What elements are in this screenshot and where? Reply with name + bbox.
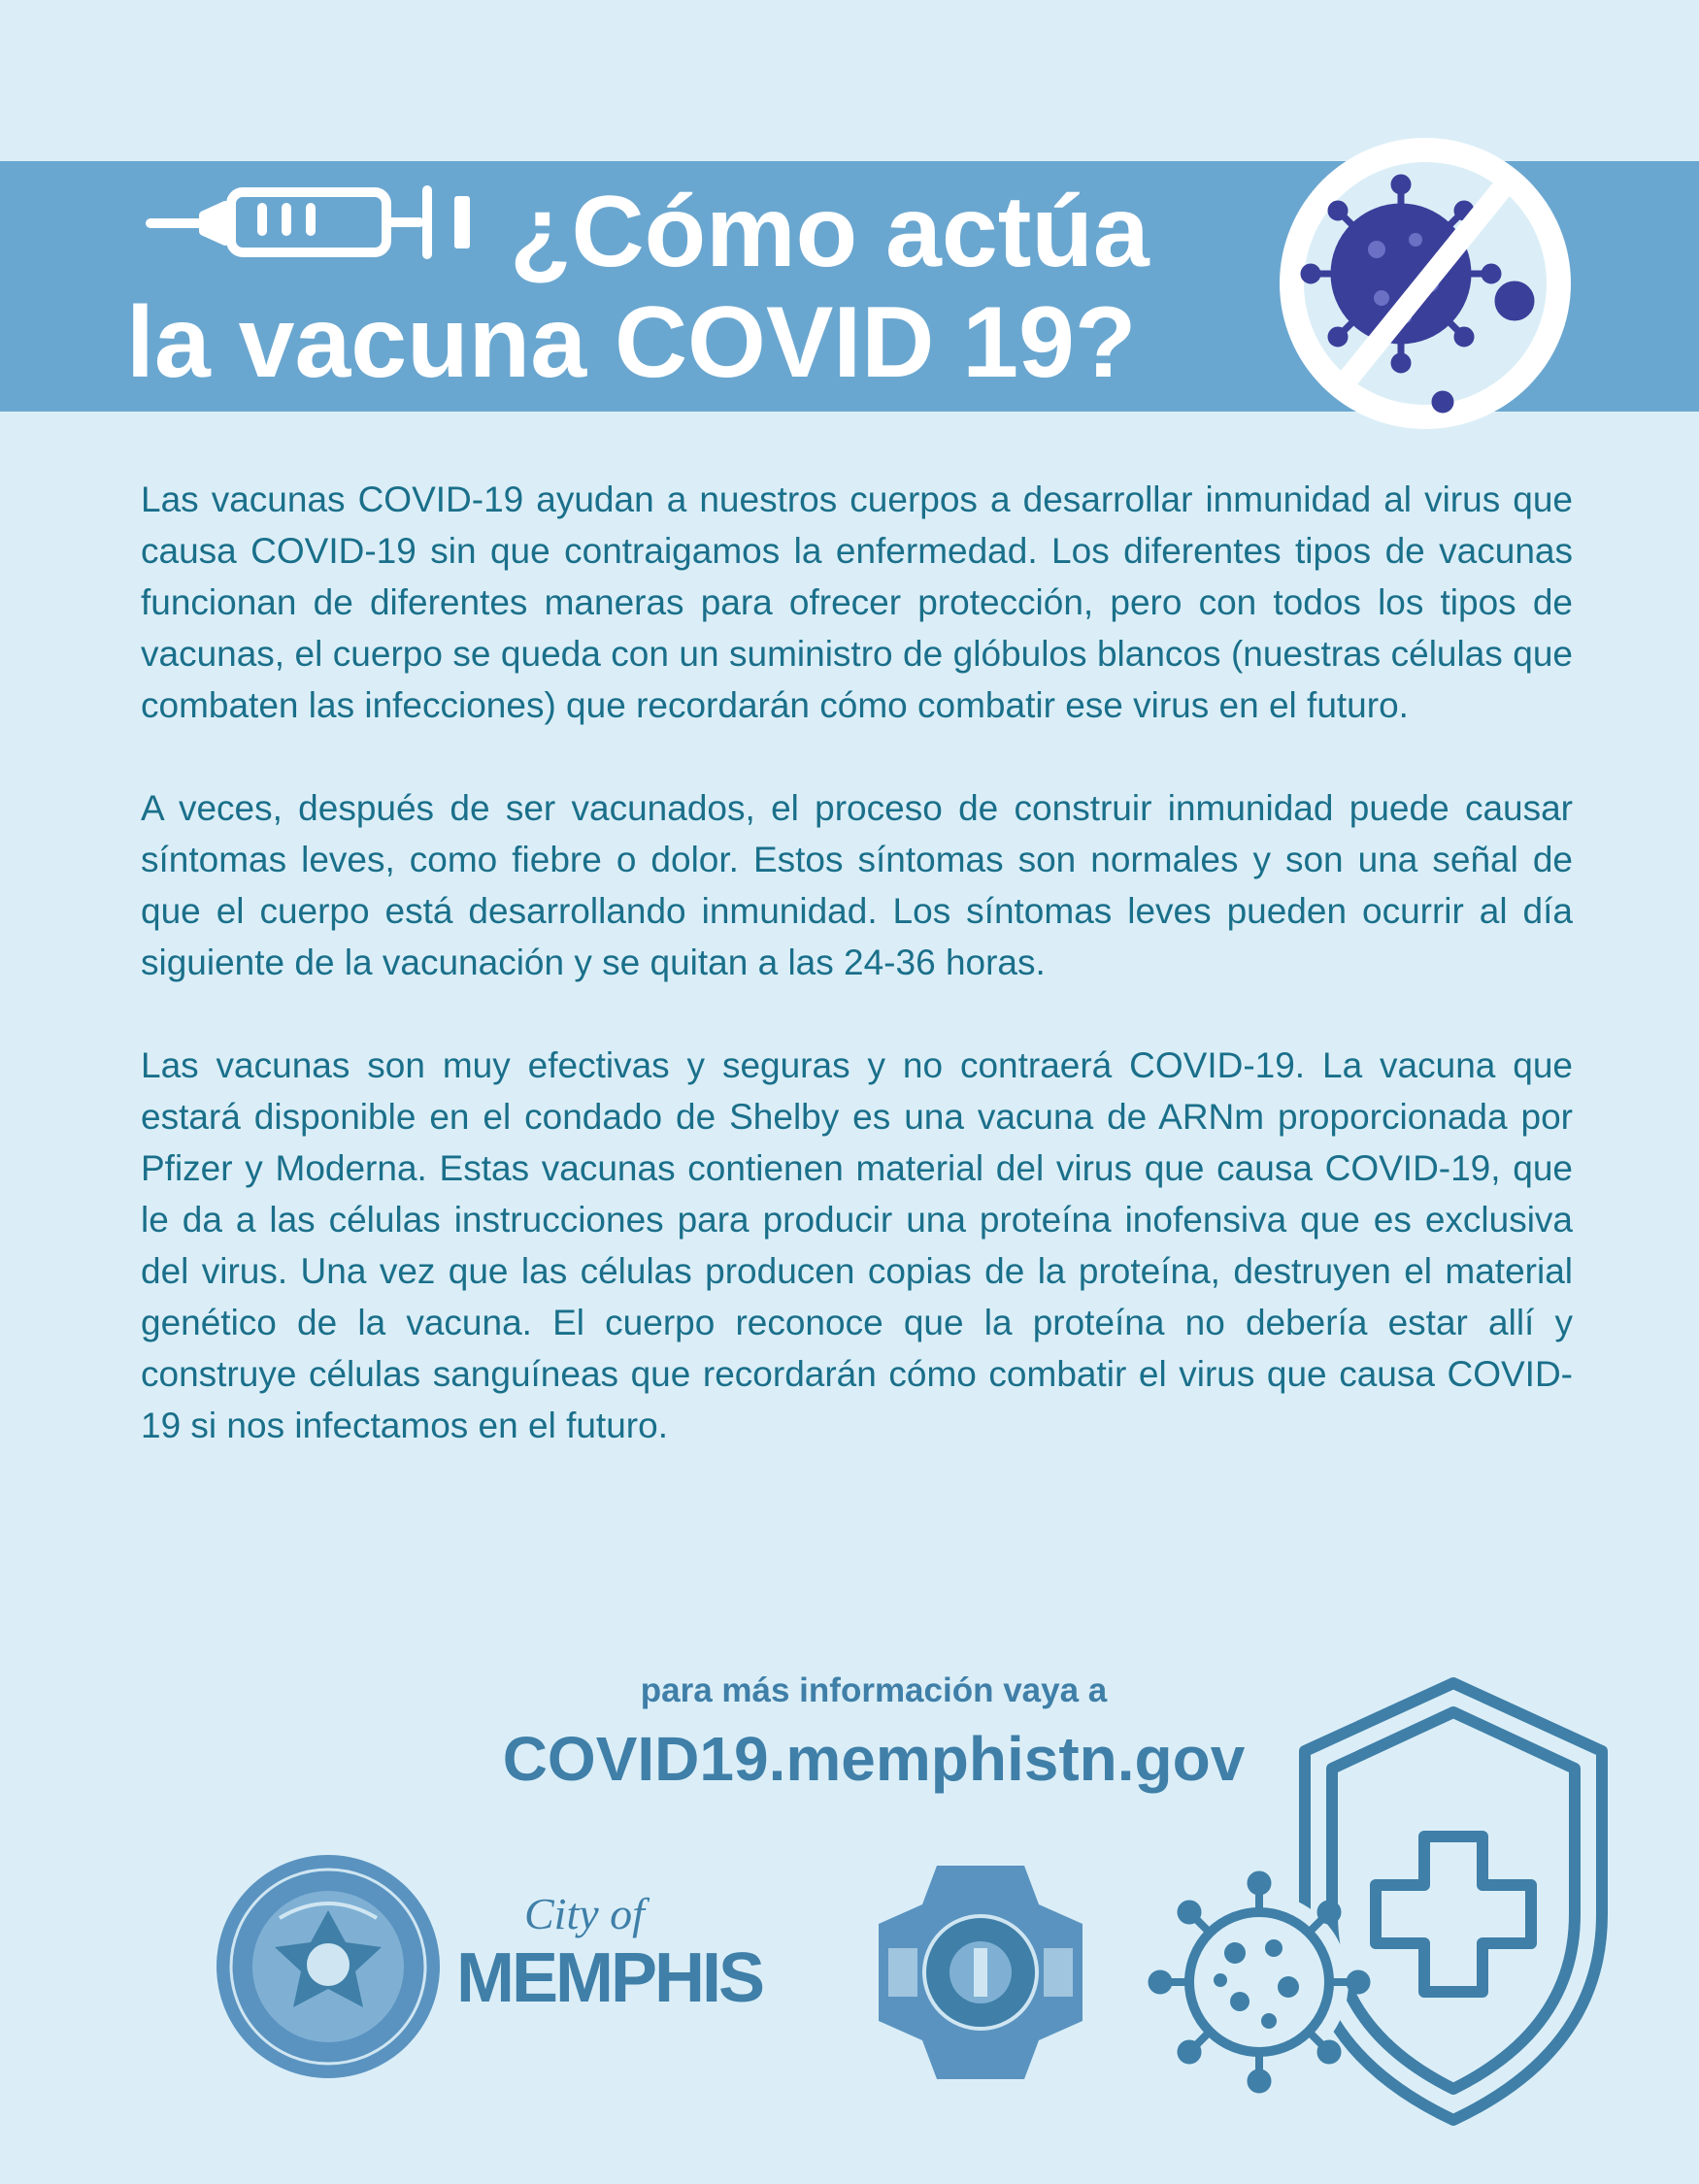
paragraph-3: Las vacunas son muy efectivas y seguras y no contraerá COVID-19. La vacuna que estará disponible en el condado de Shelby es una vacuna de ARNm proporcionada por Pfizer y Moderna. Estas vacunas contienen material del virus que causa COVID-19, que le da a las células instrucciones para producir una proteína inofensiva que es exclusiva del virus. Una vez que las células producen copias de la proteína, destruyen el material genético de la vacuna. El cuerpo reconoce que la proteína no debería estar allí y construye células sanguíneas que recordarán cómo combatir el virus que causa COVID-19 si nos infectamos en el futuro. bbox=[141, 1045, 1573, 1445]
page-title bbox=[126, 177, 1243, 398]
more-info-text: para más información vaya a bbox=[640, 1671, 1108, 1709]
title-line-1: ¿Cómo actúa bbox=[510, 176, 1149, 288]
paragraph-1: Las vacunas COVID-19 ayudan a nuestros cuerpos a desarrollar inmunidad al virus que causa COVID-19 sin que contraigamos la enfermedad. Los diferentes tipos de vacunas funcionan de diferentes maneras para ofrecer protección, pero con todos los tipos de vacunas, el cuerpo se queda con un suministro de glóbulos blancos (nuestras células que combaten las infecciones) que recordarán cómo combatir ese virus en el futuro. bbox=[141, 480, 1573, 725]
title-line-2: la vacuna COVID 19? bbox=[126, 286, 1137, 399]
police-seal-icon bbox=[212, 1850, 445, 2083]
city-of-memphis-logo bbox=[456, 1888, 825, 2063]
no-virus-icon bbox=[1270, 128, 1581, 439]
city-of-text: City of bbox=[524, 1889, 645, 1938]
memphis-text: MEMPHIS bbox=[456, 1939, 763, 2017]
shield-virus-icon bbox=[1138, 1671, 1623, 2128]
paragraph-2: A veces, después de ser vacunados, el proceso de construir inmunidad puede causar síntomas leves, como fiebre o dolor. Estos síntomas son normales y son una señal de que el cuerpo está desarrollando inmunidad. Los síntomas leves pueden ocurrir al día siguiente de la vacunación y se quitan a las 24-36 horas. bbox=[141, 788, 1573, 982]
fire-services-badge-icon bbox=[869, 1856, 1092, 2089]
body-text bbox=[141, 474, 1573, 1503]
website-link[interactable]: COVID19.memphistn.gov bbox=[502, 1724, 1246, 1794]
